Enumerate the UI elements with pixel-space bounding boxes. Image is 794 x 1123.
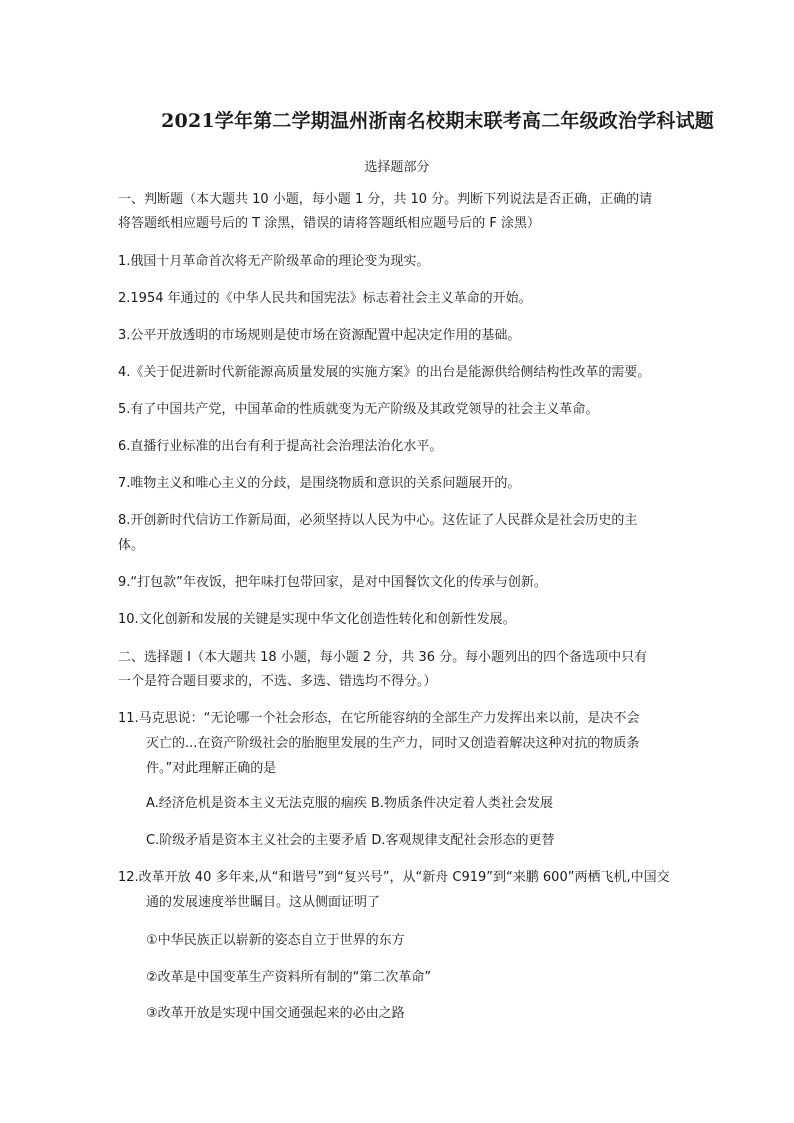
question-12-cont: 通的发展速度举世瞩目。这从侧面证明了 [146, 895, 381, 910]
question-12-choice-2: ②改革是中国变革生产资料所有制的“第二次革命” [146, 970, 432, 985]
exam-title: 2021学年第二学期温州浙南名校期末联考高二年级政治学科试题 [161, 110, 714, 132]
question-5: 5.有了中国共产党，中国革命的性质就变为无产阶级及其政党领导的社会主义革命。 [118, 402, 599, 417]
question-11-cont: 件。”对此理解正确的是 [146, 761, 277, 776]
question-4: 4.《关于促进新时代新能源高质量发展的实施方案》的出台是能源供给侧结构性改革的需要。 [118, 365, 651, 380]
section2-heading: 二、选择题 I（本大题共 18 小题，每小题 2 分，共 36 分。每小题列出的四个备选项中只有 [118, 650, 648, 665]
question-11-options-cd: C.阶级矛盾是资本主义社会的主要矛盾 D.客观规律支配社会形态的更替 [146, 833, 555, 848]
question-8-cont: 体。 [118, 538, 145, 553]
question-8: 8.开创新时代信访工作新局面，必须坚持以人民为中心。这佐证了人民群众是社会历史的主 [118, 513, 638, 528]
question-12-choice-3: ③改革开放是实现中国交通强起来的必由之路 [146, 1006, 405, 1021]
question-9: 9.“打包款”年夜饭，把年味打包带回家，是对中国餐饮文化的传承与创新。 [118, 575, 547, 590]
question-10: 10.文化创新和发展的关键是实现中华文化创造性转化和创新性发展。 [118, 612, 516, 627]
section-subtitle: 选择题部分 [364, 160, 430, 175]
question-6: 6.直播行业标准的出台有利于提高社会治理法治化水平。 [118, 439, 443, 454]
question-12-choice-1: ①中华民族正以崭新的姿态自立于世界的东方 [146, 933, 405, 948]
section1-heading: 一、判断题（本大题共 10 小题，每小题 1 分，共 10 分。判断下列说法是否正确，正确的请 [118, 192, 653, 207]
section1-heading-cont: 将答题纸相应题号后的 T 涂黑，错误的请将答题纸相应题号后的 F 涂黑） [118, 216, 540, 231]
question-11: 11.马克思说：“无论哪一个社会形态，在它所能容纳的全部生产力发挥出来以前，是决不会 [118, 711, 640, 726]
question-12: 12.改革开放 40 多年来,从“和谐号”到“复兴号”，从“新舟 C919”到“来鹏 600”两栖飞机,中国交 [118, 870, 670, 885]
question-3: 3.公平开放透明的市场规则是使市场在资源配置中起决定作用的基础。 [118, 328, 521, 343]
question-11-options-ab: A.经济危机是资本主义无法克服的痼疾 B.物质条件决定着人类社会发展 [146, 796, 553, 811]
question-7: 7.唯物主义和唯心主义的分歧，是围绕物质和意识的关系问题展开的。 [118, 476, 521, 491]
question-1: 1.俄国十月革命首次将无产阶级革命的理论变为现实。 [118, 254, 430, 269]
question-2: 2.1954 年通过的《中华人民共和国宪法》标志着社会主义革命的开始。 [118, 291, 532, 306]
section2-heading-cont: 一个是符合题目要求的，不选、多选、错选均不得分。） [118, 674, 437, 689]
question-11-cont: 灭亡的...在资产阶级社会的胎胞里发展的生产力，同时又创造着解决这种对抗的物质条 [146, 736, 640, 751]
